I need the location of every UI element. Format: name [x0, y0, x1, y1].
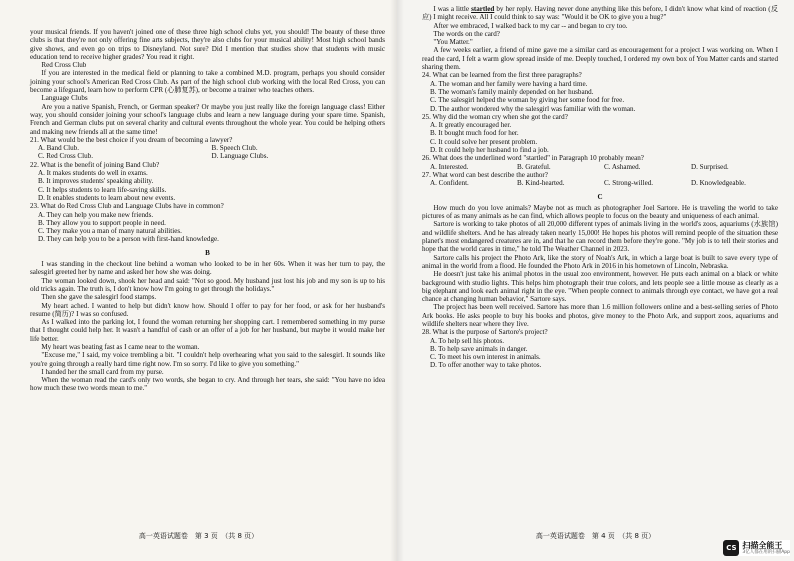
passage-b-paragraph: I handed her the small card from my purse. — [41, 367, 164, 376]
passage-c-paragraph: The project has been well received. Sartore has more than 1.6 million followers online and a best-selling series of Photo Ark books. He asks people to buy his books and photos, give money to the Photo Ark, and support zoos, aquariums and wildlife shelters near where they live. — [422, 303, 778, 328]
question-stem: 28. What is the purpose of Sartore's project? — [422, 328, 548, 337]
passage-b-paragraph: The words on the card? — [433, 29, 500, 38]
passage-b-paragraph: After we embraced, I walked back to my car -- and began to cry too. — [433, 21, 628, 30]
answer-option: C. The salesgirl helped the woman by giving her some food for free. — [430, 96, 625, 105]
passage-c-paragraph: Sartore is working to take photos of all 20,000 different types of animals living in the world's zoos, aquariums (水族馆) and wildlife shelters. And he has already taken nearly 15,000! He hopes his photos will remind people of the situation these planet's most endangered creatures are in, and that he can record them before they're gone. "My job is to tell their stories and hope that the world cares in time," he told The Weather Channel in 2023. — [422, 220, 778, 254]
answer-option: A. Interested. — [430, 162, 469, 171]
answer-option: C. Red Cross Club. — [38, 152, 93, 161]
passage-b-paragraph: I was standing in the checkout line behind a woman who looked to be in her 60s. When it was her turn to pay, the salesgirl greeted her by name and asked her how she was doing. — [30, 260, 385, 277]
answer-option: B. Kind-hearted. — [517, 179, 565, 188]
answer-option: A. It greatly encouraged her. — [430, 121, 512, 130]
answer-option: D. To offer another way to take photos. — [430, 361, 542, 370]
page-footer-right: 高一英语试题卷 第 4 页 （共 8 页） — [535, 532, 656, 540]
answer-option: D. It enables students to learn about new events. — [38, 193, 176, 202]
startled-paragraph — [422, 5, 778, 22]
startled-text-after: by her reply. Having never done anything like this before, I didn't know what kind of reaction (反应) I might receive. All I could think to say was: "Would it be OK to give you a hug?" — [422, 5, 778, 22]
answer-option: D. It could help her husband to find a job. — [430, 146, 549, 155]
question-stem: 27. What word can best describe the author? — [422, 170, 548, 179]
right-column — [422, 5, 778, 370]
answer-option: D. Surprised. — [691, 162, 729, 171]
answer-option: B. Speech Club. — [211, 144, 258, 153]
answer-option: B. It bought much food for her. — [430, 129, 519, 138]
passage-b-paragraph: My heart was beating fast as I came near to the woman. — [41, 342, 200, 351]
question-28 — [422, 328, 778, 369]
passage-b-paragraph: The woman looked down, shook her head and said: "Not so good. My husband just lost his job and my son is up to his old tricks again. The truth is, I don't know how I'm going to get through the holidays." — [30, 276, 385, 293]
answer-option: A. The woman and her family were having a hard time. — [430, 79, 588, 88]
answer-option: A. It makes students do well in exams. — [38, 169, 148, 178]
passage-c-paragraph: How much do you love animals? Maybe not as much as photographer Joel Sartore. He is traveling the world to take pictures of as many animals as he can find, which allows people to focus on the beauty and uniqueness of each animal. — [422, 203, 778, 221]
answer-option: B. It improves students' speaking ability. — [38, 177, 154, 186]
section-b-heading: B — [205, 248, 210, 257]
passage-b-paragraph: My heart ached. I wanted to help but didn't know how. Should I offer to pay for her food, or ask for her husband's resume (简历)? I was so confused. — [30, 301, 385, 318]
red-cross-heading: Red Cross Club — [41, 61, 87, 70]
language-clubs-paragraph: Are you a native Spanish, French, or German speaker? Or maybe you just really like the foreign language class! Either way, you should consider joining your school's language clubs and learn a new language during your spare time. Spanish, French and German clubs put on several charity and cultural events throughout the whole year. You could be helping others and making new friends all at the same time! — [30, 102, 385, 136]
club-intro-paragraph: your musical friends. If you haven't joined one of these three high school clubs yet, you should! The beauty of these three clubs is that they're not only offering fine arts subjects, they're also clubs for your musical ability! Most high school bands give shows, and even go on trips to Disneyland. Not sure? Did I mention that studies show that students with music education tend to receive higher grades? You read it right. — [30, 28, 385, 61]
scanner-tagline: 3亿人都在用的扫描App — [742, 549, 790, 555]
answer-option: A. To help sell his photos. — [430, 336, 505, 345]
answer-option: C. It could solve her present problem. — [430, 137, 538, 146]
answer-options-row — [422, 179, 778, 187]
questions-21-23 — [30, 136, 385, 244]
passage-b-paragraph: Then she gave the salesgirl food stamps. — [41, 293, 157, 302]
answer-option: C. They make you a man of many natural abilities. — [38, 227, 182, 236]
answer-option: B. Grateful. — [517, 162, 551, 171]
answer-option: B. The woman's family mainly depended on her husband. — [430, 87, 594, 96]
passage-b-paragraph: A few weeks earlier, a friend of mine gave me a similar card as encouragement for a project I was working on. When I read the card, I felt a warm glow spread inside of me. Deeply touched, I ordered my own box of You Matter cards and started sharing them. — [422, 46, 778, 72]
scanner-watermark — [723, 540, 790, 556]
question-stem: 24. What can be learned from the first three paragraphs? — [422, 71, 582, 80]
answer-options-row — [422, 163, 778, 171]
answer-option: A. Confident. — [430, 179, 469, 188]
question-stem: 22. What is the benefit of joining Band Club? — [30, 160, 160, 169]
passage-b-paragraph: As I walked into the parking lot, I found the woman returning her shopping cart. I remembered something in my purse that I thought could help her. It wasn't a handful of cash or an offer of a job for her husband, but maybe it would make her life better. — [30, 318, 385, 343]
questions-24-27 — [422, 71, 778, 187]
answer-option: D. They can help you to be a person with first-hand knowledge. — [38, 235, 219, 244]
passage-b-paragraph: When the woman read the card's only two words, she began to cry. And through her tears, she said: "You have no idea how much these two words mean to me." — [30, 376, 385, 393]
passage-b-paragraph: "Excuse me," I said, my voice trembling a bit. "I couldn't help overhearing what you said to the salesgirl. It sounds like you're going through a really hard time right now. I'm so sorry. I'd like to give you something." — [30, 351, 385, 368]
passage-c-paragraph: He doesn't just take his animal photos in the usual zoo environment, however. He puts each animal on a black or white background with studio lights. This helps him photograph their true colors, and lets people see a little mouse as clearly as a big elephant and look each animal right in the eye. "When people connect to animals through eye contact, we have got a real chance at changing human behavior," Sartore says. — [422, 270, 778, 304]
question-stem: 21. What would be the best choice if you dream of becoming a lawyer? — [30, 135, 233, 144]
answer-option: A. They can help you make new friends. — [38, 210, 154, 219]
answer-option: D. Knowledgeable. — [691, 179, 746, 188]
answer-option: D. The author wondered why the salesgirl was familiar with the woman. — [430, 104, 636, 113]
answer-option: C. To meet his own interest in animals. — [430, 353, 541, 362]
language-clubs-heading: Language Clubs — [41, 94, 88, 103]
section-c-heading: C — [597, 192, 603, 201]
passage-b-continued — [422, 22, 778, 72]
right-page — [397, 0, 794, 561]
question-stem: 26. What does the underlined word "startled" in Paragraph 10 probably mean? — [422, 154, 644, 163]
passage-b-paragraph: "You Matter." — [433, 38, 473, 47]
passage-c — [422, 204, 778, 328]
answer-option: C. Ashamed. — [604, 162, 641, 171]
page-footer-left: 高一英语试题卷 第 3 页 （共 8 页） — [138, 532, 259, 540]
question-stem: 25. Why did the woman cry when she got the card? — [422, 112, 568, 121]
passage-b — [30, 260, 385, 393]
answer-option: B. They allow you to support people in need. — [38, 218, 166, 227]
scanner-app-name: 扫描全能王 — [742, 540, 783, 550]
question-stem: 23. What do Red Cross Club and Language Clubs have in common? — [30, 202, 224, 211]
red-cross-paragraph: If you are interested in the medical field or planning to take a combined M.D. program, perhaps you should consider joining your school's American Red Cross Club. As part of the high school club working with the local Red Cross, you can become a lifeguard, learn how to perform CPR (心肺复苏), or become a trainer who teaches others. — [30, 69, 385, 95]
underlined-word: startled — [471, 5, 495, 13]
answer-option: C. Strong-willed. — [604, 179, 654, 188]
left-column — [30, 28, 385, 393]
answer-option: A. Band Club. — [38, 144, 79, 153]
camscanner-logo-icon: CS — [723, 540, 739, 556]
answer-option: B. To help save animals in danger. — [430, 344, 528, 353]
passage-c-paragraph: Sartore calls his project the Photo Ark, like the story of Noah's Ark, in which a large boat is built to save every type of animal in the world from a flood. He founded the Photo Ark in 2016 in his hometown of Lincoln, Nebraska. — [422, 253, 778, 270]
answer-option: D. Language Clubs. — [211, 152, 269, 161]
startled-text-before: I was a little — [433, 5, 472, 13]
answer-options-row — [30, 144, 385, 161]
answer-option: C. It helps students to learn life-saving skills. — [38, 185, 167, 194]
